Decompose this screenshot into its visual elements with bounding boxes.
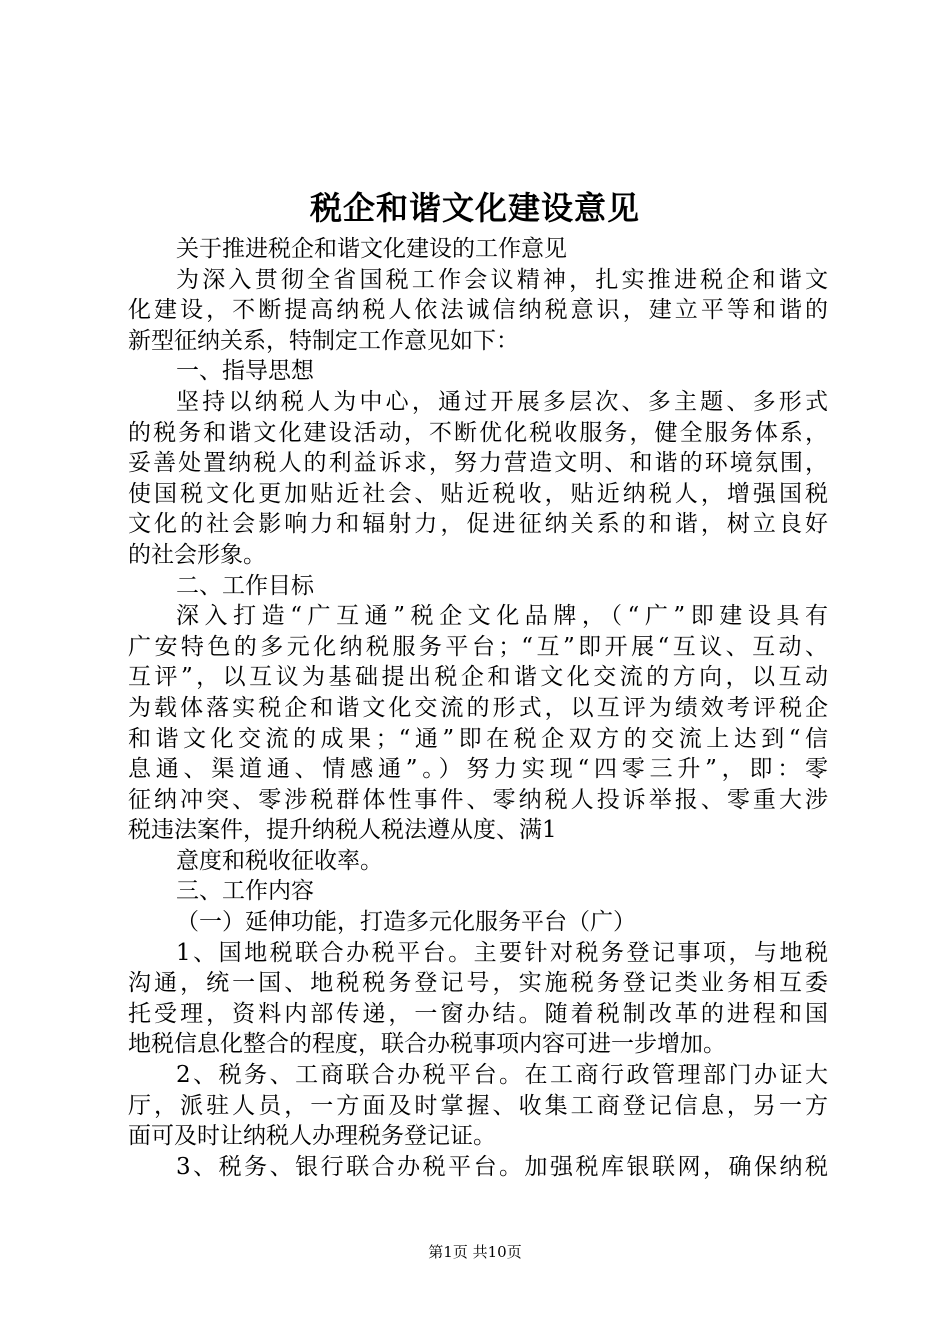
paragraph-line: 互评”，以互议为基础提出税企和谐文化交流的方向，以互动 bbox=[128, 664, 828, 691]
paragraph-line: 使国税文化更加贴近社会、贴近税收，贴近纳税人，增强国税 bbox=[128, 480, 828, 507]
page-number-footer: 第1页 共10页 bbox=[428, 1243, 522, 1261]
paragraph-line: 化建设，不断提高纳税人依法诚信纳税意识，建立平等和谐的 bbox=[128, 297, 828, 324]
paragraph-line: 为载体落实税企和谐文化交流的形式，以互评为绩效考评税企 bbox=[128, 694, 828, 721]
subtitle-line: 关于推进税企和谐文化建设的工作意见 bbox=[176, 236, 567, 262]
paragraph-line: 文化的社会影响力和辐射力，促进征纳关系的和谐，树立良好 bbox=[128, 511, 828, 538]
document-body bbox=[128, 234, 828, 1182]
section-heading: 二、工作目标 bbox=[176, 572, 314, 599]
paragraph-line: 征纳冲突、零涉税群体性事件、零纳税人投诉举报、零重大涉 bbox=[128, 786, 828, 813]
paragraph-line: 广安特色的多元化纳税服务平台；“互”即开展“互议、互动、 bbox=[128, 633, 828, 660]
paragraph-line: 厅，派驻人员，一方面及时掌握、收集工商登记信息，另一方 bbox=[128, 1092, 828, 1119]
paragraph-line: 税违法案件，提升纳税人税法遵从度、满1 bbox=[128, 817, 557, 844]
section-heading: 一、指导思想 bbox=[176, 358, 314, 385]
paragraph-line: 托受理，资料内部传递，一窗办结。随着税制改革的进程和国 bbox=[128, 1000, 828, 1027]
paragraph-line: 2、税务、工商联合办税平台。在工商行政管理部门办证大 bbox=[176, 1062, 828, 1089]
paragraph-line: 妥善处置纳税人的利益诉求，努力营造文明、和谐的环境氛围， bbox=[128, 450, 828, 477]
subsection-heading: （一）延伸功能，打造多元化服务平台（广） bbox=[176, 909, 636, 936]
paragraph-line: 为深入贯彻全省国税工作会议精神，扎实推进税企和谐文 bbox=[176, 266, 828, 293]
paragraph-line: 新型征纳关系，特制定工作意见如下： bbox=[128, 327, 519, 354]
section-heading: 三、工作内容 bbox=[176, 878, 314, 905]
document-title: 税企和谐文化建设意见 bbox=[309, 189, 640, 227]
paragraph-line: 意度和税收征收率。 bbox=[176, 847, 383, 874]
paragraph-line: 的税务和谐文化建设活动，不断优化税收服务，健全服务体系， bbox=[128, 419, 828, 446]
paragraph-line: 沟通，统一国、地税税务登记号，实施税务登记类业务相互委 bbox=[128, 970, 828, 997]
paragraph-line: 深入打造“广互通”税企文化品牌，（“广”即建设具有 bbox=[176, 603, 828, 630]
paragraph-line: 1、国地税联合办税平台。主要针对税务登记事项，与地税 bbox=[176, 939, 828, 966]
paragraph-line: 坚持以纳税人为中心，通过开展多层次、多主题、多形式 bbox=[176, 388, 828, 415]
paragraph-line: 的社会形象。 bbox=[128, 541, 266, 568]
paragraph-line: 息通、渠道通、情感通”。）努力实现“四零三升”，即：零 bbox=[128, 756, 828, 783]
paragraph-line: 面可及时让纳税人办理税务登记证。 bbox=[128, 1123, 496, 1150]
paragraph-line: 3、税务、银行联合办税平台。加强税库银联网，确保纳税 bbox=[176, 1153, 828, 1180]
paragraph-line: 地税信息化整合的程度，联合办税事项内容可进一步增加。 bbox=[128, 1031, 726, 1058]
paragraph-line: 和谐文化交流的成果；“通”即在税企双方的交流上达到“信 bbox=[128, 725, 828, 752]
